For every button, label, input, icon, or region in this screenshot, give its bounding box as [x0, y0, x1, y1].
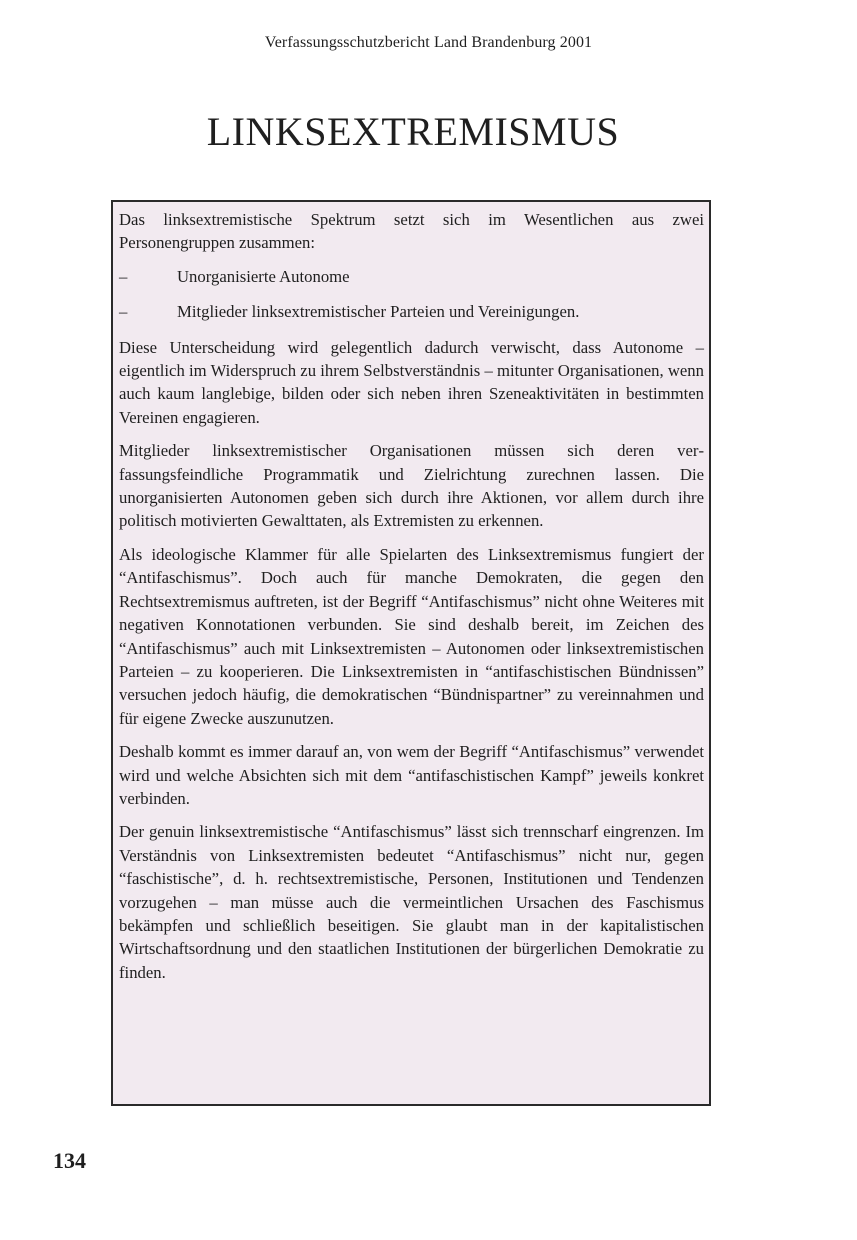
- body-paragraph: Diese Unterscheidung wird gelegentlich dadurch verwischt, dass Autonome – eigentlich im Widerspruch zu ihrem Selbstverständnis – mitunter Organisationen, wenn auch kaum langlebige, bilden oder sich neben ihren Szeneaktivitäten in bestimmten Vereinen engagieren.: [119, 337, 704, 427]
- list-dash: –: [119, 266, 128, 286]
- chapter-title: LINKSEXTREMISMUS: [206, 109, 620, 154]
- list-item: [119, 265, 704, 288]
- text-box: [111, 200, 711, 1106]
- body-paragraph: Mitglieder linksextremistischer Organisationen müssen sich deren verfassungsfeindliche Programmatik und Zielrichtung zurechnen lassen. Die unorganisierten Autonomen geben sich durch ihre Aktionen, vor allem durch ihre politisch motivierten Gewalttaten, als Extremisten zu erkennen.: [119, 441, 704, 531]
- list-item: [119, 300, 704, 323]
- body-paragraph: Der genuin linksextremistische “Antifaschismus” lässt sich trennscharf eingrenzen. Im Verständnis von Linksextremisten bedeutet “Antifaschismus” nicht nur, gegen “faschistische”, d. h. rechtsextremistische, Personen, Institutionen und Tendenzen vorzugehen – man müsse auch die vermeintlichen Ursachen des Faschismus bekämpfen und schließlich beseitigen. Sie glaubt man in der kapitalistischen Wirtschaftsordnung und den staatlichen Institutionen der bürgerlichen Demokratie zu finden.: [119, 822, 704, 982]
- intro-paragraph: Das linksextremistische Spektrum setzt sich im Wesentlichen aus zwei Personengruppen zusammen:: [119, 210, 704, 253]
- list-item-text: Unorganisierte Autonome: [177, 266, 350, 286]
- body-paragraph: Als ideologische Klammer für alle Spielarten des Linksextremismus fungiert der “Antifaschismus”. Doch auch für manche Demokraten, die gegen den Rechtsextremismus auftreten, ist der Begriff “Antifaschismus” nicht ohne Weiteres mit negativen Konnotationen verbunden. Sie sind deshalb bereit, im Zeichen des “Antifaschismus” auch mit Linksextremisten – Autonomen oder linksextremistischen Parteien – zu kooperieren. Die Linksextremisten in “antifaschistischen Bündnissen” versuchen jedoch häufig, die demokratischen “Bündnispartner” zu vereinnahmen und für eigene Zwecke auszunutzen.: [119, 544, 704, 728]
- body-paragraph: Deshalb kommt es immer darauf an, von wem der Begriff “Antifaschismus” verwendet wird und welche Absichten sich mit dem “antifaschistischen Kampf” jeweils konkret verbinden.: [119, 742, 704, 808]
- running-header: Verfassungsschutzbericht Land Brandenburg 2001: [264, 34, 593, 51]
- list-item-text: Mitglieder linksextremistischer Parteien und Vereinigungen.: [177, 302, 580, 322]
- list-dash: –: [119, 302, 128, 322]
- page-number: 134: [53, 1148, 86, 1173]
